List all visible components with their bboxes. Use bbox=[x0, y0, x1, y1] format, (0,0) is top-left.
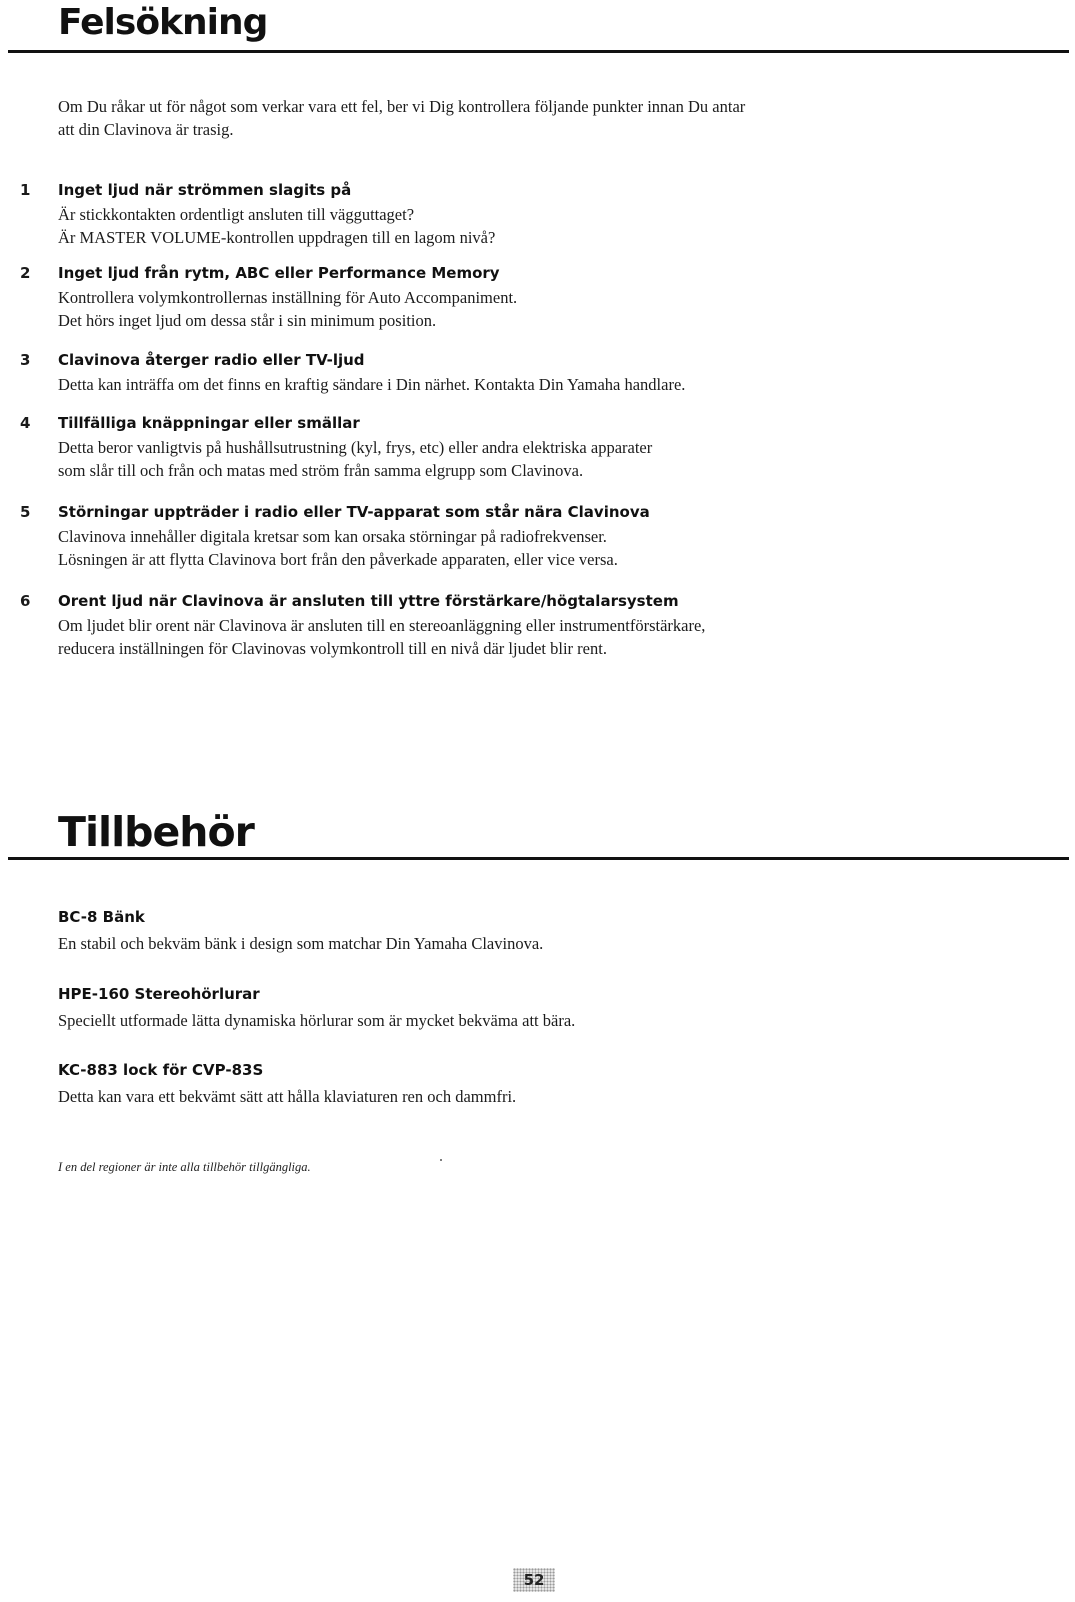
accessory-text: En stabil och bekväm bänk i design som matchar Din Yamaha Clavinova. bbox=[58, 934, 544, 953]
item-number: 4 bbox=[20, 414, 31, 432]
item-text bbox=[58, 373, 1008, 396]
intro-paragraph bbox=[58, 95, 958, 141]
item-text-line: Kontrollera volymkontrollernas inställning för Auto Accompaniment. bbox=[58, 288, 518, 307]
accessory-item bbox=[58, 907, 1008, 955]
page-number: 52 bbox=[513, 1568, 555, 1592]
item-text-line: reducera inställningen för Clavinovas volymkontroll till en nivå där ljudet blir rent. bbox=[58, 639, 607, 658]
accessory-item bbox=[58, 1060, 1008, 1108]
item-heading: Tillfälliga knäppningar eller smällar bbox=[58, 414, 360, 432]
item-heading: Inget ljud från rytm, ABC eller Performance Memory bbox=[58, 264, 500, 282]
item-text bbox=[58, 286, 1008, 332]
footnote: I en del regioner är inte alla tillbehör tillgängliga. bbox=[58, 1160, 311, 1174]
item-number: 2 bbox=[20, 264, 31, 282]
item-text bbox=[58, 203, 1008, 249]
item-heading: Störningar uppträder i radio eller TV-apparat som står nära Clavinova bbox=[58, 503, 650, 521]
item-text-line: Om ljudet blir orent när Clavinova är ansluten till en stereoanläggning eller instrumentförstärkare, bbox=[58, 616, 706, 635]
item-heading: Clavinova återger radio eller TV-ljud bbox=[58, 351, 365, 369]
item-text-line: Det hörs inget ljud om dessa står i sin minimum position. bbox=[58, 311, 437, 330]
title-rule bbox=[8, 857, 1069, 860]
item-text-line: Är stickkontakten ordentligt ansluten till vägguttaget? bbox=[58, 205, 415, 224]
item-text-line: som slår till och från och matas med ström från samma elgrupp som Clavinova. bbox=[58, 461, 584, 480]
accessory-text: Detta kan vara ett bekvämt sätt att hålla klaviaturen ren och dammfri. bbox=[58, 1087, 517, 1106]
item-text-line: Clavinova innehåller digitala kretsar som kan orsaka störningar på radiofrekvenser. bbox=[58, 527, 607, 546]
item-text bbox=[58, 525, 1008, 571]
intro-line: att din Clavinova är trasig. bbox=[58, 120, 234, 139]
item-text-line: Är MASTER VOLUME-kontrollen uppdragen till en lagom nivå? bbox=[58, 228, 496, 247]
accessory-item bbox=[58, 984, 1008, 1032]
section-title-accessories: Tillbehör bbox=[58, 808, 254, 856]
item-number: 3 bbox=[20, 351, 31, 369]
accessory-heading: BC-8 Bänk bbox=[58, 908, 145, 926]
item-text-line: Detta kan inträffa om det finns en kraftig sändare i Din närhet. Kontakta Din Yamaha handlare. bbox=[58, 375, 686, 394]
item-text bbox=[58, 614, 1008, 660]
accessory-heading: KC-883 lock för CVP-83S bbox=[58, 1061, 264, 1079]
item-text-line: Lösningen är att flytta Clavinova bort från den påverkade apparaten, eller vice versa. bbox=[58, 550, 618, 569]
title-rule bbox=[8, 50, 1069, 53]
item-text bbox=[58, 436, 1008, 482]
item-heading: Inget ljud när strömmen slagits på bbox=[58, 181, 352, 199]
accessory-heading: HPE-160 Stereohörlurar bbox=[58, 985, 260, 1003]
item-number: 6 bbox=[20, 592, 31, 610]
item-number: 5 bbox=[20, 503, 31, 521]
scan-speck bbox=[440, 1159, 442, 1161]
item-number: 1 bbox=[20, 181, 31, 199]
section-title-troubleshooting: Felsökning bbox=[58, 2, 268, 43]
item-text-line: Detta beror vanligtvis på hushållsutrustning (kyl, frys, etc) eller andra elektriska apparater bbox=[58, 438, 653, 457]
intro-line: Om Du råkar ut för något som verkar vara ett fel, ber vi Dig kontrollera följande punkter innan Du antar bbox=[58, 97, 746, 116]
item-heading: Orent ljud när Clavinova är ansluten till yttre förstärkare/högtalarsystem bbox=[58, 592, 679, 610]
accessory-text: Speciellt utformade lätta dynamiska hörlurar som är mycket bekväma att bära. bbox=[58, 1011, 576, 1030]
